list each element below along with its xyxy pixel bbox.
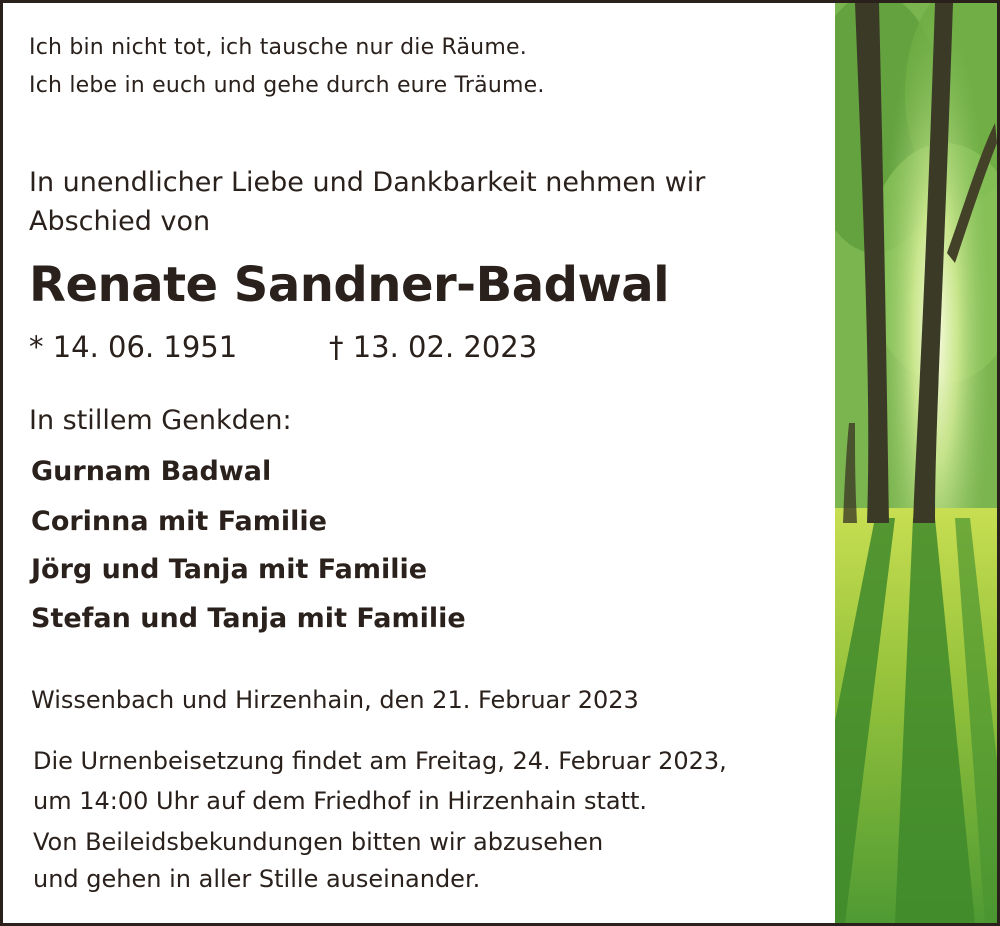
mourner-name: Gurnam Badwal bbox=[31, 456, 272, 487]
tree-illustration bbox=[835, 3, 997, 923]
tree-image bbox=[835, 3, 997, 923]
poem-line-1: Ich bin nicht tot, ich tausche nur die Räume. bbox=[29, 35, 527, 60]
info-line-1: Die Urnenbeisetzung findet am Freitag, 24. Februar 2023, bbox=[33, 747, 727, 775]
mourner-name: Stefan und Tanja mit Familie bbox=[31, 603, 466, 634]
info-line-2: um 14:00 Uhr auf dem Friedhof in Hirzenhain statt. bbox=[33, 787, 648, 815]
intro-line-1: In unendlicher Liebe und Dankbarkeit nehmen wir bbox=[29, 167, 706, 198]
mourner-name: Jörg und Tanja mit Familie bbox=[31, 554, 428, 585]
place-date: Wissenbach und Hirzenhain, den 21. Februar 2023 bbox=[31, 686, 639, 714]
text-column bbox=[3, 3, 833, 923]
birth-date: * 14. 06. 1951 bbox=[29, 330, 238, 364]
death-date: † 13. 02. 2023 bbox=[329, 330, 538, 364]
poem-line-2: Ich lebe in euch und gehe durch eure Träume. bbox=[29, 73, 545, 98]
mourner-name: Corinna mit Familie bbox=[31, 506, 327, 537]
mourning-heading: In stillem Genkden: bbox=[29, 405, 292, 436]
info-line-4: und gehen in aller Stille auseinander. bbox=[33, 865, 481, 893]
info-line-3: Von Beileidsbekundungen bitten wir abzusehen bbox=[33, 828, 604, 856]
intro-line-2: Abschied von bbox=[29, 206, 211, 237]
deceased-name: Renate Sandner-Badwal bbox=[29, 257, 670, 313]
